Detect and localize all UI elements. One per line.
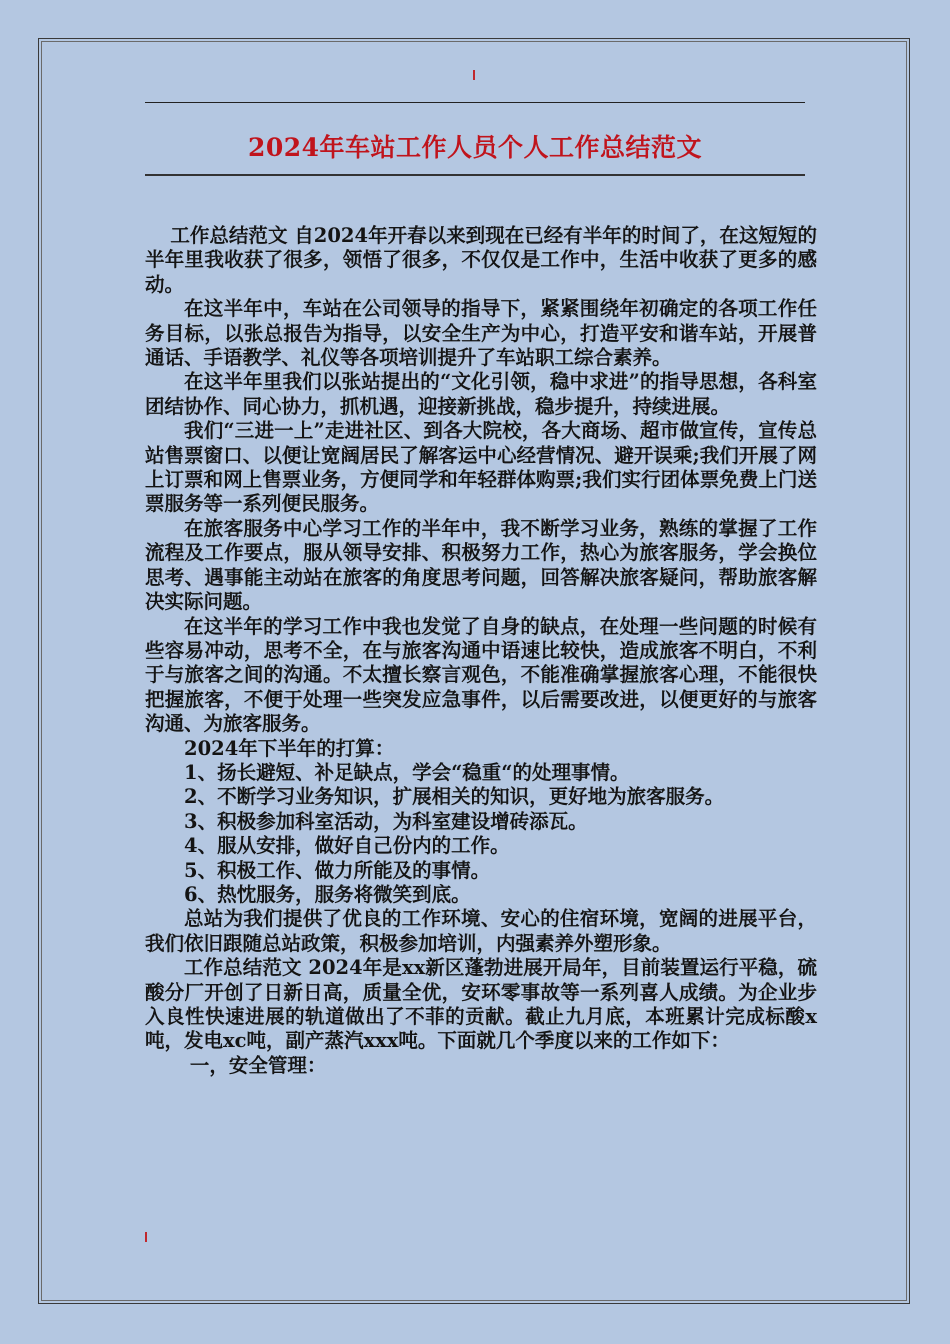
plan-item: 1、扬长避短、补足缺点，学会“稳重“的处理事情。 xyxy=(184,760,630,784)
plan-item: 5、积极工作、做力所能及的事情。 xyxy=(184,858,491,882)
paragraph: 工作总结范文 2024年是xx新区蓬勃进展开局年，目前装置运行平稳，硫酸分厂开创了日新日高，质量全优，安环零事故等一系列喜人成绩。为企业步入良性快速进展的轨道做出了不菲的贡献。截止九月底，本班累计完成标酸x吨，发电xc吨，副产蒸汽xxx吨。下面就几个季度以来的工作如下： xyxy=(145,956,817,1053)
plan-item: 3、积极参加科室活动，为科室建设增砖添瓦。 xyxy=(184,809,588,833)
header-rule xyxy=(145,102,805,103)
plan-item: 6、热忱服务，服务将微笑到底。 xyxy=(184,882,471,906)
paragraph: 我们“三进一上”走进社区、到各大院校，各大商场、超市做宣传，宣传总站售票窗口、以便让宽阔居民了解客运中心经营情况、避开误乘;我们开展了网上订票和网上售票业务，方便同学和年轻群体购票;我们实行团体票免费上门送票服务等一系列便民服务。 xyxy=(145,419,817,516)
title-rule xyxy=(145,174,805,176)
document-title: 2024年车站工作人员个人工作总结范文 xyxy=(247,133,703,162)
header-mark xyxy=(473,70,475,80)
paragraph: 在旅客服务中心学习工作的半年中，我不断学习业务，熟练的掌握了工作流程及工作要点，服从领导安排、积极努力工作，热心为旅客服务，学会换位思考、遇事能主动站在旅客的角度思考问题，回答解决旅客疑问，帮助旅客解决实际问题。 xyxy=(145,516,817,614)
paragraph: 在这半年里我们以张站提出的“文化引领，稳中求进”的指导思想，各科室团结协作、同心协力，抓机遇，迎接新挑战，稳步提升，持续进展。 xyxy=(145,370,817,418)
paragraph: 总站为我们提供了优良的工作环境、安心的住宿环境，宽阔的进展平台，我们依旧跟随总站政策，积极参加培训，内强素养外塑形象。 xyxy=(145,907,817,955)
paragraph: 在这半年中，车站在公司领导的指导下，紧紧围绕年初确定的各项工作任务目标，以张总报告为指导，以安全生产为中心，打造平安和谐车站，开展普通话、手语教学、礼仪等各项培训提升了车站职工综合素养。 xyxy=(145,297,817,370)
plan-item: 4、服从安排，做好自己份内的工作。 xyxy=(184,834,510,858)
footer-mark xyxy=(145,1232,147,1242)
plan-heading: 2024年下半年的打算： xyxy=(184,736,395,760)
paragraph: 工作总结范文 自2024年开春以来到现在已经有半年的时间了，在这短短的半年里我收获了很多，领悟了很多，不仅仅是工作中，生活中收获了更多的感动。 xyxy=(145,224,817,296)
paragraph: 在这半年的学习工作中我也发觉了自身的缺点，在处理一些问题的时候有些容易冲动，思考不全，在与旅客沟通中语速比较快，造成旅客不明白，不利于与旅客之间的沟通。不太擅长察言观色，不能准确掌握旅客心理，不能很快把握旅客，不便于处理一些突发应急事件，以后需要改进，以便更好的与旅客沟通、为旅客服务。 xyxy=(145,614,817,736)
plan-item: 2、不断学习业务知识，扩展相关的知识，更好地为旅客服务。 xyxy=(184,785,725,809)
section-heading: 一，安全管理： xyxy=(189,1053,327,1077)
document-body xyxy=(145,224,817,1078)
